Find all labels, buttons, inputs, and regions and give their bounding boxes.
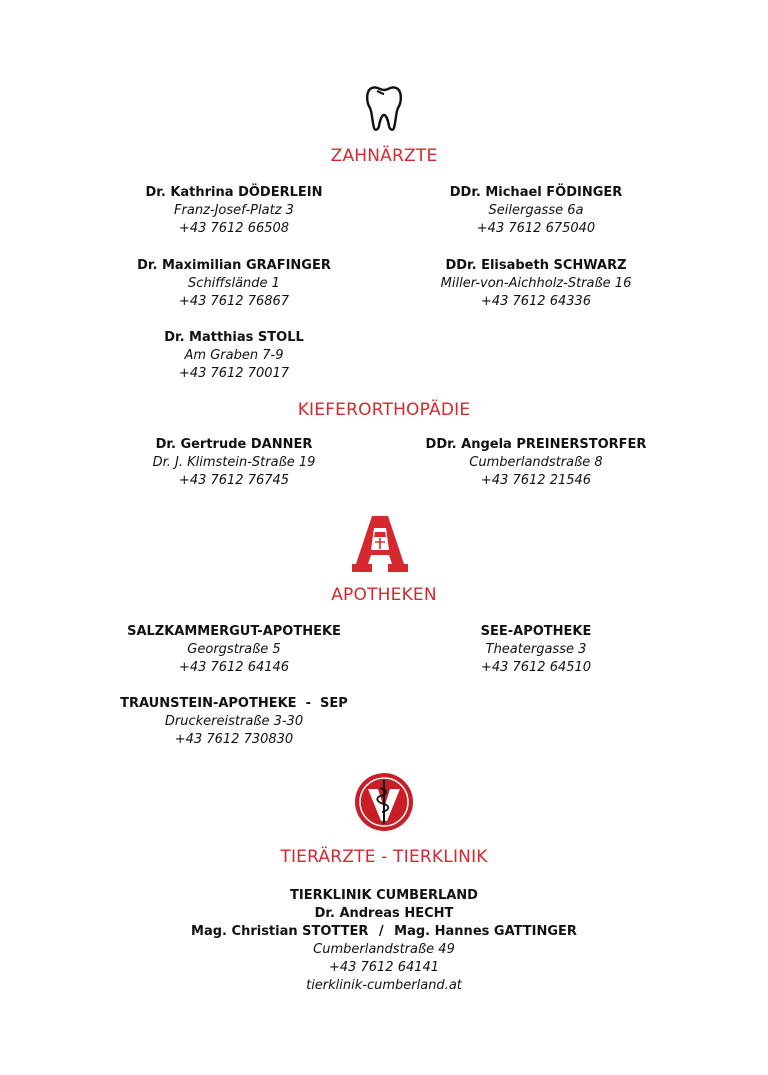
entry-phone: +43 7612 66508 bbox=[178, 221, 290, 236]
entry-address: Georgstraße 5 bbox=[187, 642, 281, 657]
entry-address: Am Graben 7-9 bbox=[184, 348, 284, 363]
vet-clinic-block bbox=[0, 887, 768, 995]
apotheke-icon bbox=[352, 514, 408, 572]
pharmacy-entry bbox=[366, 623, 706, 677]
section-heading-pharmacies: APOTHEKEN bbox=[331, 585, 437, 605]
entry-name: DDr. Michael FÖDINGER bbox=[449, 185, 623, 200]
entry-name: DDr. Angela PREINERSTORFER bbox=[425, 437, 647, 452]
entry-address: Dr. J. Klimstein-Straße 19 bbox=[152, 455, 316, 470]
entry-address: Cumberlandstraße 49 bbox=[313, 942, 455, 957]
entry-address: Druckereistraße 3-30 bbox=[164, 714, 304, 729]
entry-name: DDr. Elisabeth SCHWARZ bbox=[445, 258, 627, 273]
vet-doctor-name: Mag. Hannes GATTINGER bbox=[394, 924, 577, 939]
entry-address: Cumberlandstraße 8 bbox=[469, 455, 603, 470]
entry-address: Seilergasse 6a bbox=[488, 203, 584, 218]
section-heading-vets: TIERÄRZTE - TIERKLINIK bbox=[280, 847, 488, 867]
dentist-entry bbox=[366, 184, 706, 238]
entry-phone: +43 7612 64146 bbox=[178, 660, 290, 675]
entry-phone: +43 7612 64141 bbox=[328, 960, 440, 975]
section-heading-dentists: ZAHNÄRZTE bbox=[330, 146, 438, 166]
vet-doctors-line bbox=[0, 923, 768, 941]
entry-address: Miller-von-Aichholz-Straße 16 bbox=[440, 276, 632, 291]
dentist-entry bbox=[64, 329, 404, 383]
dentist-entry bbox=[64, 184, 404, 238]
dentist-entry bbox=[366, 257, 706, 311]
pharmacy-entry bbox=[64, 695, 404, 749]
tooth-icon bbox=[364, 82, 404, 132]
entry-address: Schiffslände 1 bbox=[188, 276, 280, 291]
entry-name: TRAUNSTEIN-APOTHEKE - SEP bbox=[120, 696, 348, 711]
entry-address: Theatergasse 3 bbox=[485, 642, 587, 657]
entry-name: Dr. Maximilian GRAFINGER bbox=[137, 258, 331, 273]
entry-phone: +43 7612 70017 bbox=[178, 366, 290, 381]
entry-name: Dr. Kathrina DÖDERLEIN bbox=[145, 185, 323, 200]
entry-phone: +43 7612 64510 bbox=[480, 660, 592, 675]
website-link[interactable]: tierklinik-cumberland.at bbox=[306, 978, 462, 993]
pharmacy-entry bbox=[64, 623, 404, 677]
dentist-entry bbox=[64, 257, 404, 311]
vet-icon bbox=[354, 772, 414, 832]
entry-phone: +43 7612 64336 bbox=[480, 294, 592, 309]
entry-name: SALZKAMMERGUT-APOTHEKE bbox=[127, 624, 341, 639]
vet-doctor-name: Dr. Andreas HECHT bbox=[314, 906, 454, 921]
section-heading-orthodontics: KIEFERORTHOPÄDIE bbox=[297, 400, 471, 420]
entry-phone: +43 7612 76867 bbox=[178, 294, 290, 309]
orthodontist-entry bbox=[366, 436, 706, 490]
vet-doctor-name: Mag. Christian STOTTER bbox=[191, 924, 369, 939]
entry-phone: +43 7612 21546 bbox=[480, 473, 592, 488]
entry-phone: +43 7612 730830 bbox=[174, 732, 294, 747]
entry-phone: +43 7612 76745 bbox=[178, 473, 290, 488]
orthodontist-entry bbox=[64, 436, 404, 490]
entry-name: Dr. Gertrude DANNER bbox=[155, 437, 313, 452]
entry-address: Franz-Josef-Platz 3 bbox=[174, 203, 294, 218]
name-separator: / bbox=[378, 924, 384, 939]
clinic-name: TIERKLINIK CUMBERLAND bbox=[290, 888, 478, 903]
entry-name: Dr. Matthias STOLL bbox=[164, 330, 304, 345]
entry-name: SEE-APOTHEKE bbox=[480, 624, 592, 639]
entry-phone: +43 7612 675040 bbox=[476, 221, 596, 236]
